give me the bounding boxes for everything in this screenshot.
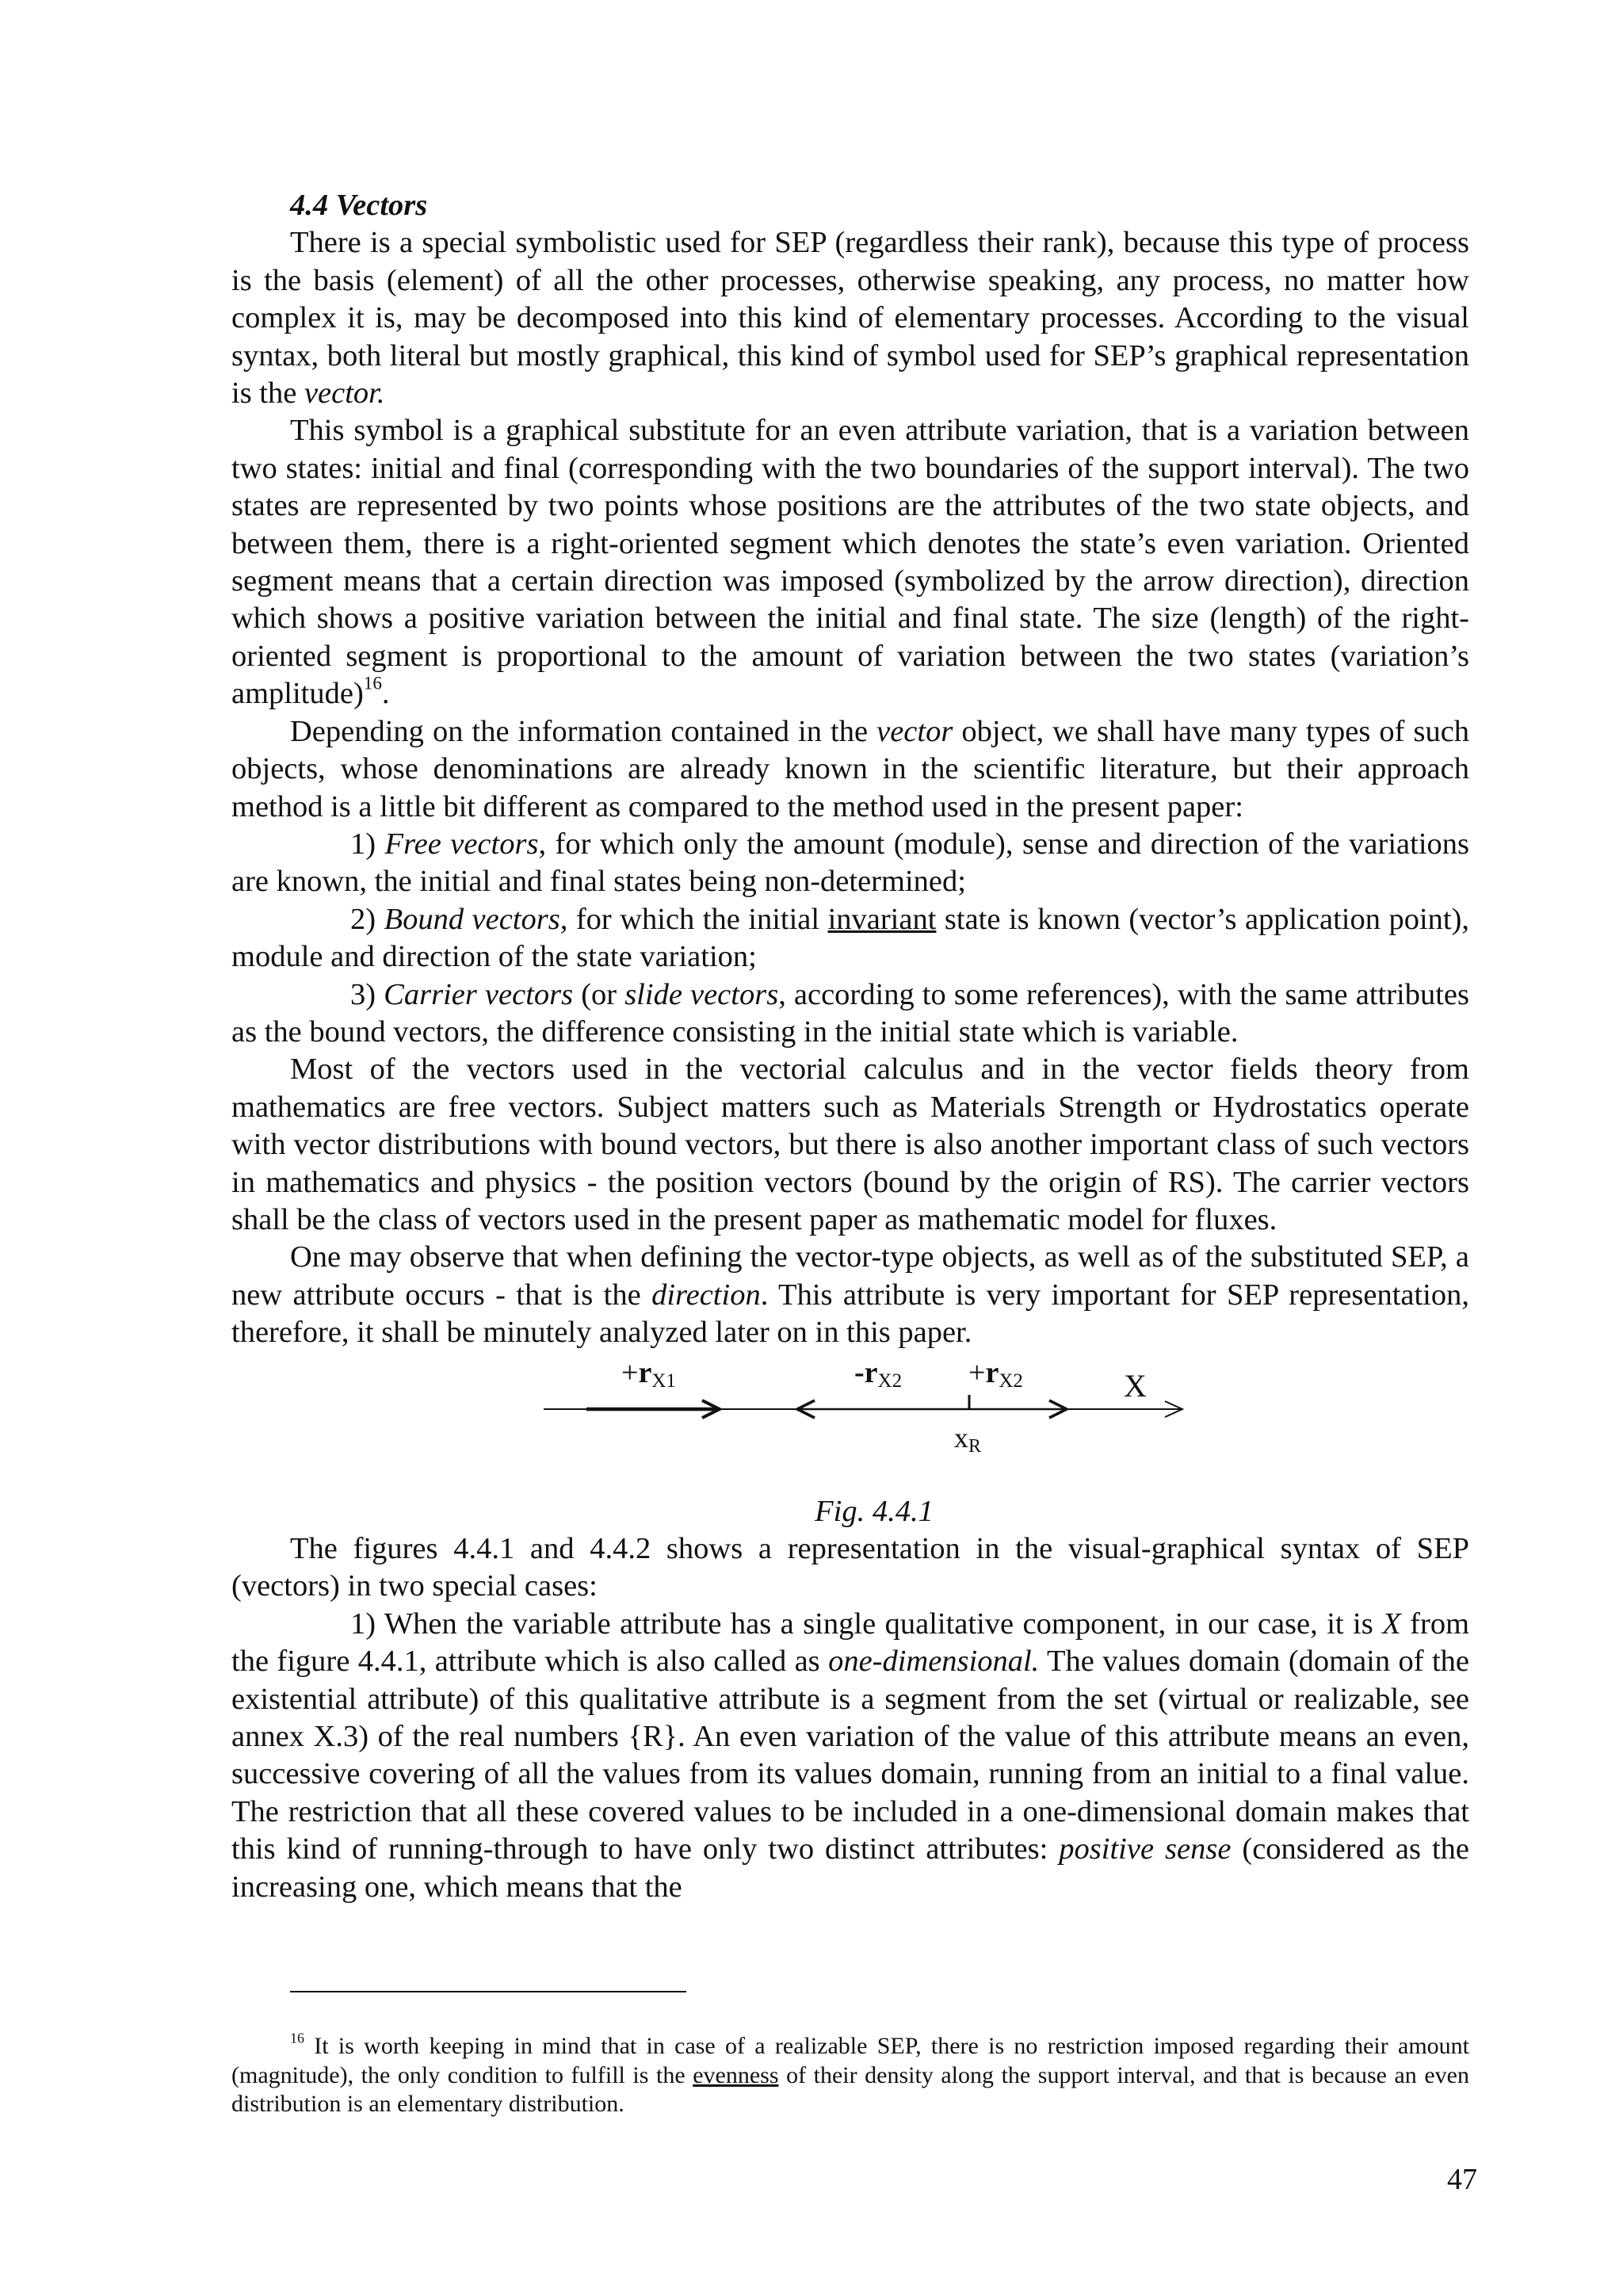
term-direction: direction xyxy=(651,1278,761,1312)
paragraph-2-end: . xyxy=(381,677,390,711)
term-x: X xyxy=(1382,1606,1401,1641)
page-number: 47 xyxy=(1447,2163,1477,2196)
paragraph-1 xyxy=(231,224,1469,412)
paragraph-2-text: This symbol is a graphical substitute for an even attribute variation, that is a variation between two states: initial and final (corresponding with the two boundaries of the support interval). The two states are represented by two points whose positions are the attributes of the two state objects, and between them, there is a right-oriented segment which denotes the state’s even variation. Oriented segment means that a certain direction was imposed (symbolized by the arrow direction), direction which shows a positive variation between the initial and final state. The size (length) of the right-oriented segment is proportional to the amount of variation between the two states (variation’s amplitude) xyxy=(231,414,1469,711)
paragraph-1-emphasis: vector. xyxy=(304,376,385,411)
footnote-text-a: It is worth keeping in mind that in case of a realizable SEP, there is no restriction imposed regarding their amount (magnitude), the only condition to fulfill is the xyxy=(231,2033,1469,2088)
list-item-text-a: (or xyxy=(581,977,617,1011)
label-plus-rx1: +rX1 xyxy=(621,1356,676,1392)
list-item-one-dimensional xyxy=(231,1606,1469,1906)
label-plus-rx2: +rX2 xyxy=(968,1356,1023,1392)
x-axis-arrow xyxy=(1064,1368,1182,1417)
list-item-text-a: for which the initial xyxy=(575,902,820,936)
axis-label-x: X xyxy=(1124,1367,1147,1404)
underlined-evenness: evenness xyxy=(693,2061,779,2088)
vector-diagram xyxy=(231,1357,1469,1493)
paragraph-1-text: There is a special symbolistic used for SEP (regardless their rank), because this type of process is the basis (element) of all the other processes, otherwise speaking, any process, no matter how complex it is, may be decomposed into this kind of elementary processes. According to the visual syntax, both literal but mostly graphical, this kind of symbol used for SEP’s graphical representation is the xyxy=(231,226,1469,411)
vector-plus-rx2 xyxy=(968,1357,1067,1418)
footnote-separator xyxy=(290,1991,686,1992)
list-number: 1) xyxy=(350,827,376,861)
list-item-text-a: When the variable attribute has a single qualitative component, in our case, it is xyxy=(384,1606,1373,1641)
footnote-16 xyxy=(231,2032,1469,2119)
term-positive-sense: positive sense xyxy=(1059,1832,1232,1866)
paragraph-5-text-b: . This attribute is very important for SEP representation, therefore, it shall be minutely analyzed later on in this paper. xyxy=(231,1278,1469,1350)
list-item-free-vectors xyxy=(231,826,1469,901)
list-item-text-b: state is known (vector’s application point), module and direction of the state variation; xyxy=(231,902,1470,974)
paragraph-2 xyxy=(231,412,1469,712)
label-minus-rx2: -rX2 xyxy=(854,1356,903,1392)
footnote-marker: 16 xyxy=(290,2030,304,2046)
figure-caption: Fig. 4.4.1 xyxy=(815,1494,934,1528)
paragraph-5 xyxy=(231,1239,1469,1351)
page-content xyxy=(231,187,1469,1906)
paragraph-3 xyxy=(231,713,1469,826)
list-item-bound-vectors xyxy=(231,901,1469,976)
figure-4-4-1 xyxy=(231,1357,1469,1493)
list-item-text-b: , according to some references), with the same attributes as the bound vectors, the difference consisting in the initial state which is variable. xyxy=(231,977,1469,1049)
list-item-text-c: The values domain (domain of the existential attribute) of this qualitative attribute is a segment from the set (virtual or realizable, see annex X.3) of the real numbers {R}. An even variation of the value of this attribute means an even, successive covering of all the values from its values domain, running from an initial to a final value. The restriction that all these covered values to be included in a one-dimensional domain makes that this kind of running-through to have only two distinct attributes: xyxy=(231,1645,1469,1866)
vector-plus-rx1 xyxy=(586,1357,720,1418)
paragraph-4: Most of the vectors used in the vectorial calculus and in the vector fields theory from mathematics are free vectors. Subject matters such as Materials Strength or Hydrostatics operate with vector distributions with bound vectors, but there is also another important class of such vectors in mathematics and physics - the position vectors (bound by the origin of RS). The carrier vectors shall be the class of vectors used in the present paper as mathematic model for fluxes. xyxy=(231,1052,1469,1236)
paragraph-3-emphasis: vector xyxy=(876,714,953,748)
term-carrier-vectors: Carrier vectors xyxy=(384,977,574,1011)
paragraph-3-text-b: object, we shall have many types of such objects, whose denominations are already known in the scientific literature, but their approach method is a little bit different as compared to the method used in the present paper: xyxy=(231,714,1470,823)
section-heading: 4.4 Vectors xyxy=(290,189,428,222)
footnote-ref-16[interactable]: 16 xyxy=(363,672,382,693)
paragraph-6: The figures 4.4.1 and 4.4.2 shows a representation in the visual-graphical syntax of SEP (vectors) in two special cases: xyxy=(231,1532,1469,1603)
footnote-text-b: of their density along the support interval, and that is because an even distribution is an elementary distribution. xyxy=(231,2061,1469,2117)
list-number: 2) xyxy=(350,902,376,936)
paragraph-5-text-a: One may observe that when defining the vector-type objects, as well as of the substituted SEP, a new attribute occurs - that is the xyxy=(231,1240,1469,1312)
list-item-carrier-vectors xyxy=(231,976,1469,1052)
paragraph-3-text-a: Depending on the information contained in the xyxy=(290,714,869,748)
term-one-dimensional: one-dimensional. xyxy=(828,1645,1040,1679)
term-bound-vectors: Bound vectors, xyxy=(384,902,568,936)
vector-minus-rx2 xyxy=(797,1357,969,1418)
list-item-text-b: from the figure 4.4.1, attribute which is also called as xyxy=(231,1606,1470,1679)
underlined-invariant: invariant xyxy=(827,902,937,936)
label-xr: xR xyxy=(954,1421,982,1457)
term-slide-vectors: slide vectors xyxy=(624,977,779,1011)
list-number: 1) xyxy=(350,1606,376,1641)
list-number: 3) xyxy=(350,977,376,1011)
list-item-text: , for which only the amount (module), sense and direction of the variations are known, the initial and final states being non-determined; xyxy=(231,827,1469,899)
term-free-vectors: Free vectors xyxy=(384,827,539,861)
list-item-text-d: (considered as the increasing one, which means that the xyxy=(231,1832,1469,1904)
